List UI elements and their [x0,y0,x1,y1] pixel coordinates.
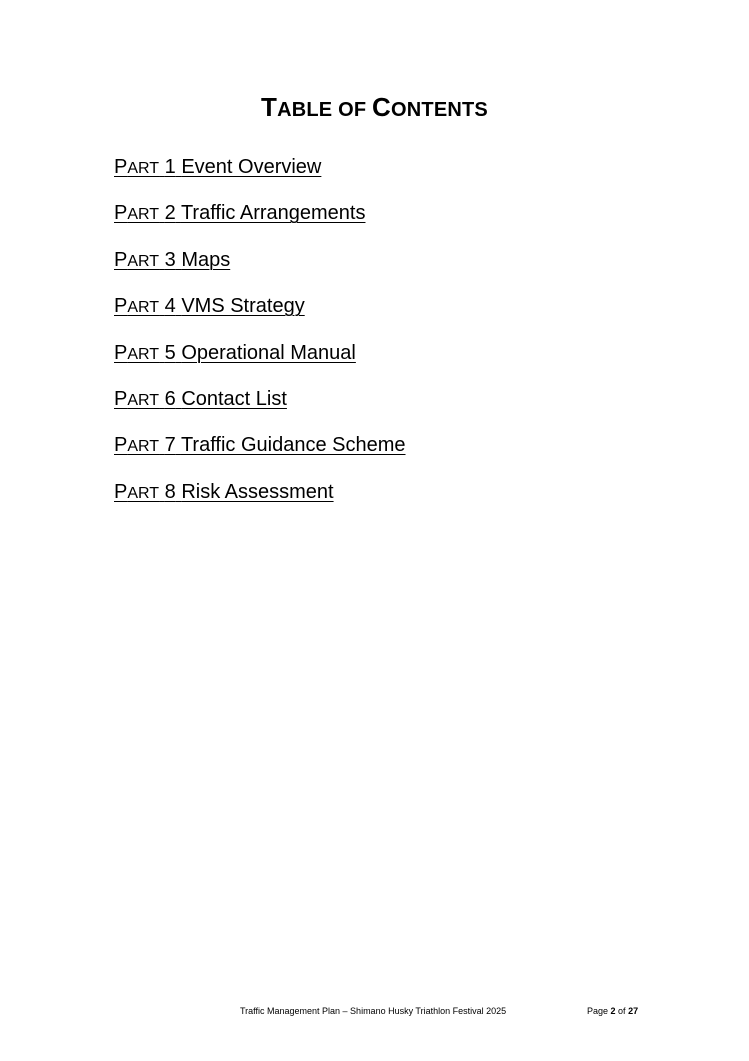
footer-page-total: 27 [628,1006,639,1016]
toc-part-rest: ART [127,160,160,177]
toc-item [114,200,406,246]
footer-document-title: Traffic Management Plan – Shimano Husky Triathlon Festival 2025 [240,1006,507,1016]
toc-part-label: Traffic Guidance Scheme [180,434,406,457]
toc-part-initial: P [114,202,128,225]
toc-part-label: Event Overview [181,156,322,178]
footer-page-current: 2 [610,1006,616,1016]
toc-part-initial: P [114,341,128,364]
toc-part-initial: P [114,248,128,271]
toc-link-part-7[interactable] [114,434,406,456]
toc-item [114,432,406,478]
title-initial-c: C [372,92,392,122]
toc-part-number: 8 [164,480,176,503]
toc-link-part-1[interactable] [114,156,321,178]
footer-page-of: of [615,1006,629,1016]
toc-item [114,386,406,432]
toc-part-number: 2 [164,202,176,225]
toc-part-rest: ART [127,252,160,270]
toc-item [114,247,406,293]
toc-part-initial: P [114,295,128,318]
footer-page-number [587,1006,638,1016]
toc-part-rest: ART [127,484,160,502]
toc-part-label: Maps [181,248,231,271]
toc-part-initial: P [114,156,128,178]
toc-part-number: 3 [164,248,176,271]
toc-part-rest: ART [127,345,160,363]
toc-part-number: 7 [164,434,176,457]
toc-link-part-8[interactable] [114,481,334,503]
toc-item [114,340,406,386]
table-of-contents [114,154,406,525]
toc-part-number: 1 [164,156,176,178]
toc-part-rest: ART [127,438,160,456]
toc-part-rest: ART [127,299,160,317]
toc-link-part-3[interactable] [114,249,230,271]
toc-part-initial: P [114,434,128,457]
toc-link-part-6[interactable] [114,388,287,410]
toc-item [114,479,406,525]
toc-part-rest: ART [127,391,160,409]
title-initial-t: T [261,92,278,122]
toc-link-part-4[interactable] [114,295,305,317]
toc-part-number: 6 [164,387,176,410]
title-rest-ontents: ONTENTS [391,99,488,121]
toc-part-label: Traffic Arrangements [180,202,366,225]
toc-part-initial: P [114,480,128,503]
toc-link-part-2[interactable] [114,202,365,224]
title-of: OF [332,99,373,121]
footer-page-prefix: Page [587,1006,611,1016]
toc-part-number: 4 [164,295,176,318]
toc-part-number: 5 [164,341,176,364]
toc-part-label: Contact List [181,387,287,410]
toc-part-label: Operational Manual [181,341,356,364]
toc-link-part-5[interactable] [114,342,356,364]
toc-part-label: Risk Assessment [181,480,334,503]
toc-part-initial: P [114,387,128,410]
title-rest-able: ABLE [277,99,333,121]
page-title [0,92,749,123]
toc-part-label: VMS Strategy [181,295,305,318]
toc-item [114,154,406,200]
toc-item [114,293,406,339]
toc-part-rest: ART [127,206,160,224]
